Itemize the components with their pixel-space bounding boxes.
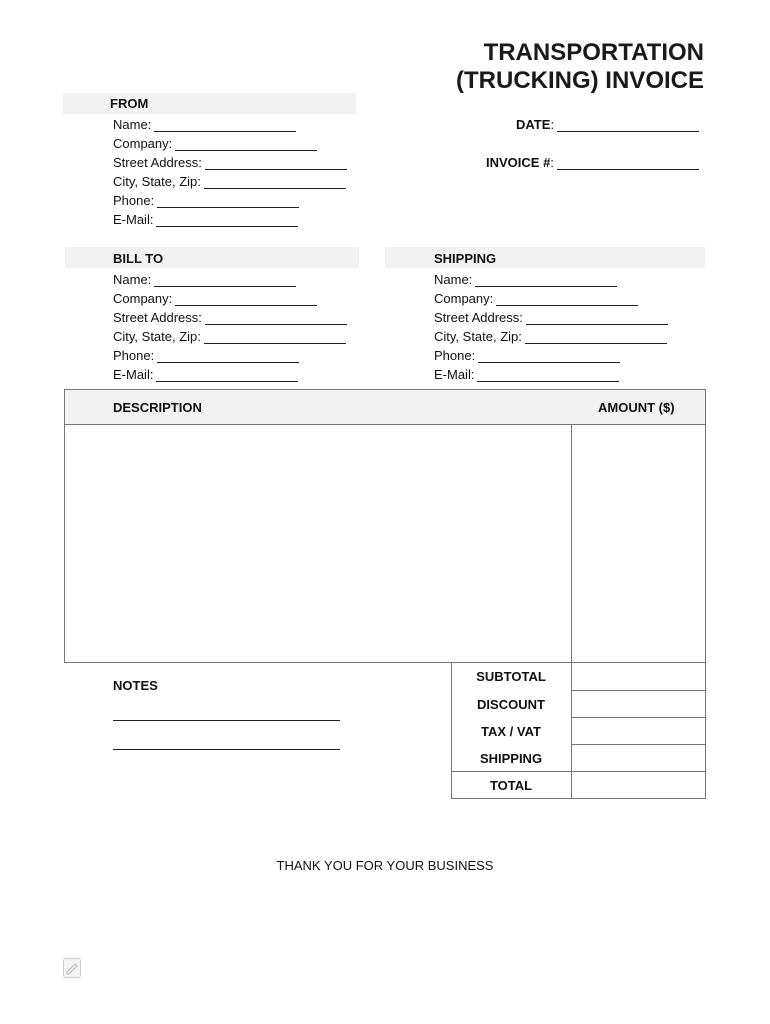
shipping-cost-value[interactable] [572,745,705,771]
from-header-bar [63,93,356,114]
bill-to-heading: BILL TO [113,251,164,266]
from-company-field[interactable]: Company: [113,134,317,153]
thank-you-message: THANK YOU FOR YOUR BUSINESS [276,858,494,873]
shipping-heading: SHIPPING [434,251,497,266]
total-value[interactable] [572,772,705,798]
amount-cell[interactable] [572,425,705,662]
tax-vat-value[interactable] [572,718,705,744]
bill-to-header-bar [65,247,359,268]
from-heading: FROM [110,96,149,111]
amount-header: AMOUNT ($) [598,400,675,415]
bill-to-company-field[interactable]: Company: [113,289,317,308]
notes-heading: NOTES [113,678,158,693]
discount-value[interactable] [572,691,705,717]
shipping-cost-label: SHIPPING [479,751,543,766]
shipping-city-field[interactable]: City, State, Zip: [434,327,667,346]
from-street-field[interactable]: Street Address: [113,153,347,172]
shipping-phone-field[interactable]: Phone: [434,346,620,365]
tax-vat-label: TAX / VAT [481,724,541,739]
bill-to-name-field[interactable]: Name: [113,270,296,289]
description-header: DESCRIPTION [113,400,202,415]
invoice-number-field[interactable]: INVOICE # : [486,153,699,172]
bill-to-street-field[interactable]: Street Address: [113,308,347,327]
notes-line-2[interactable] [113,749,340,750]
shipping-email-field[interactable]: E-Mail: [434,365,619,384]
discount-label: DISCOUNT [477,697,545,712]
bill-to-email-field[interactable]: E-Mail: [113,365,298,384]
shipping-name-field[interactable]: Name: [434,270,617,289]
invoice-title-line1: TRANSPORTATION [483,39,704,66]
document-edit-icon [63,958,81,978]
shipping-company-field[interactable]: Company: [434,289,638,308]
bill-to-phone-field[interactable]: Phone: [113,346,299,365]
from-name-field[interactable]: Name: [113,115,296,134]
shipping-header-bar [385,247,705,268]
from-phone-field[interactable]: Phone: [113,191,299,210]
subtotal-label: SUBTOTAL [476,669,546,684]
total-label: TOTAL [489,778,533,793]
subtotal-value[interactable] [572,663,705,690]
description-cell[interactable] [65,425,571,662]
from-email-field[interactable]: E-Mail: [113,210,298,229]
notes-line-1[interactable] [113,720,340,721]
invoice-title-line2: (TRUCKING) INVOICE [456,67,704,94]
shipping-street-field[interactable]: Street Address: [434,308,668,327]
from-city-field[interactable]: City, State, Zip: [113,172,346,191]
date-field[interactable]: DATE : [516,115,699,134]
bill-to-city-field[interactable]: City, State, Zip: [113,327,346,346]
